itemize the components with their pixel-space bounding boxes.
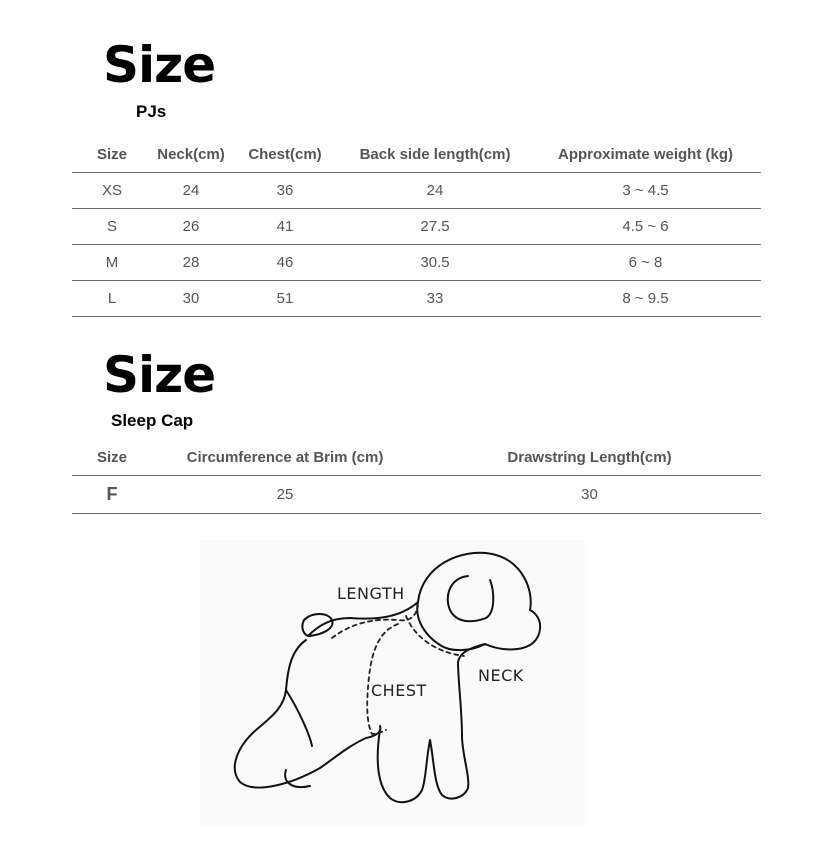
cap-subtitle: Sleep Cap xyxy=(111,411,194,430)
table-cell: 3 ~ 4.5 xyxy=(530,173,761,209)
cap-size-table xyxy=(72,440,761,514)
table-cell: 8 ~ 9.5 xyxy=(530,281,761,317)
table-cell: 27.5 xyxy=(340,209,530,245)
chest-measure-line xyxy=(367,624,398,734)
dog-head-outline xyxy=(417,553,540,650)
dog-measurement-diagram xyxy=(200,540,585,825)
table-cell: 30 xyxy=(152,281,230,317)
table-cell: 41 xyxy=(230,209,340,245)
table-cell: XS xyxy=(72,173,152,209)
table-cell: L xyxy=(72,281,152,317)
column-header: Approximate weight (kg) xyxy=(557,146,733,163)
table-cell: 46 xyxy=(230,245,340,281)
table-row xyxy=(72,281,761,317)
column-header: Back side length(cm) xyxy=(359,146,511,163)
column-header: Size xyxy=(96,449,127,466)
table-header-row xyxy=(72,440,761,476)
neck-label: NECK xyxy=(478,666,524,685)
chest-label: CHEST xyxy=(371,681,427,700)
table-cell: 33 xyxy=(340,281,530,317)
table-cell: 4.5 ~ 6 xyxy=(530,209,761,245)
cap-size-title: Size xyxy=(103,346,216,404)
table-header-row xyxy=(72,137,761,173)
table-cell: 28 xyxy=(152,245,230,281)
dog-illustration xyxy=(200,540,585,825)
pjs-size-table xyxy=(72,137,761,317)
pjs-size-title: Size xyxy=(103,36,216,94)
table-cell: 24 xyxy=(152,173,230,209)
column-header: Chest(cm) xyxy=(248,146,322,163)
pjs-subtitle: PJs xyxy=(136,102,167,121)
column-header: Drawstring Length(cm) xyxy=(507,449,672,466)
table-row xyxy=(72,209,761,245)
table-cell: 24 xyxy=(340,173,530,209)
column-header: Neck(cm) xyxy=(157,146,225,163)
table-row xyxy=(72,173,761,209)
table-cell: F xyxy=(72,476,152,514)
dog-ear-outline xyxy=(448,576,494,621)
table-cell: 36 xyxy=(230,173,340,209)
table-cell: 6 ~ 8 xyxy=(530,245,761,281)
table-cell: 30.5 xyxy=(340,245,530,281)
table-cell: M xyxy=(72,245,152,281)
table-cell: 30 xyxy=(418,476,761,514)
column-header: Circumference at Brim (cm) xyxy=(186,449,384,466)
table-cell: S xyxy=(72,209,152,245)
length-label: LENGTH xyxy=(337,584,405,603)
dog-hind-leg-outline xyxy=(286,690,312,746)
table-row xyxy=(72,476,761,514)
table-row xyxy=(72,245,761,281)
column-header: Size xyxy=(96,146,127,163)
table-cell: 26 xyxy=(152,209,230,245)
table-cell: 25 xyxy=(152,476,418,514)
table-cell: 51 xyxy=(230,281,340,317)
dog-front-leg-outline xyxy=(378,644,485,802)
dog-tail-outline xyxy=(302,614,332,636)
